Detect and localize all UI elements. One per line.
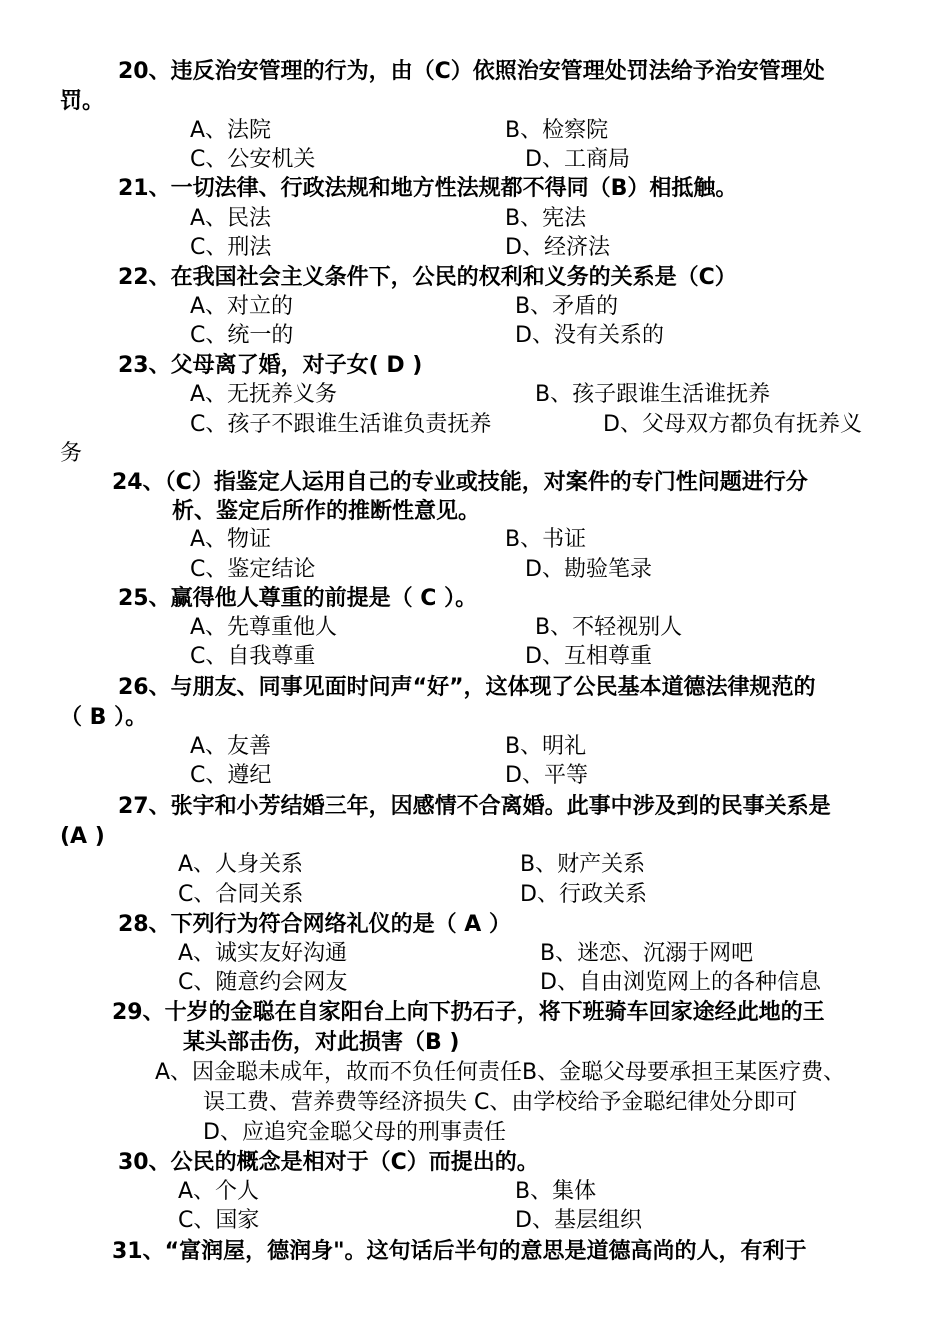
question-25-stem: 25、赢得他人尊重的前提是（ C ）。 bbox=[118, 586, 478, 611]
question-30-option-b: B、集体 bbox=[515, 1179, 597, 1204]
question-24-option-d: D、勘验笔录 bbox=[525, 557, 652, 582]
question-25-option-c: C、自我尊重 bbox=[190, 644, 316, 669]
question-23-option-d: D、父母双方都负有抚养义 bbox=[603, 412, 862, 437]
question-26-stem-line1: 26、与朋友、同事见面时问声“好”，这体现了公民基本道德法律规范的 bbox=[118, 675, 816, 700]
question-23-option-a: A、无抚养义务 bbox=[190, 382, 338, 407]
question-27-option-a: A、人身关系 bbox=[178, 852, 304, 877]
question-31-stem: 31、“富润屋，德润身"。这句话后半句的意思是道德高尚的人，有利于 bbox=[112, 1239, 807, 1264]
question-21-option-c: C、刑法 bbox=[190, 235, 272, 260]
question-20-stem-line2: 罚。 bbox=[60, 89, 105, 114]
question-26-option-c: C、遵纪 bbox=[190, 763, 272, 788]
question-27-option-d: D、行政关系 bbox=[520, 882, 647, 907]
question-21-option-d: D、经济法 bbox=[505, 235, 610, 260]
question-27-option-b: B、财产关系 bbox=[520, 852, 646, 877]
question-20-option-c: C、公安机关 bbox=[190, 147, 316, 172]
question-24-option-b: B、书证 bbox=[505, 527, 587, 552]
question-25-option-b: B、不轻视别人 bbox=[535, 615, 683, 640]
question-22-option-a: A、对立的 bbox=[190, 294, 294, 319]
question-20-stem-line1: 20、违反治安管理的行为，由（C）依照治安管理处罚法给予治安管理处 bbox=[118, 59, 825, 84]
question-20-option-a: A、法院 bbox=[190, 118, 272, 143]
question-29-option-d: D、应追究金聪父母的刑事责任 bbox=[203, 1120, 506, 1145]
question-25-option-d: D、互相尊重 bbox=[525, 644, 652, 669]
question-26-stem-line2: （ B ）。 bbox=[60, 705, 148, 730]
question-28-stem: 28、下列行为符合网络礼仪的是（ A ） bbox=[118, 912, 511, 937]
question-21-option-a: A、民法 bbox=[190, 206, 272, 231]
question-25-option-a: A、先尊重他人 bbox=[190, 615, 338, 640]
question-26-option-d: D、平等 bbox=[505, 763, 588, 788]
question-27-option-c: C、合同关系 bbox=[178, 882, 304, 907]
question-22-stem: 22、在我国社会主义条件下，公民的权利和义务的关系是（C） bbox=[118, 265, 737, 290]
question-22-option-b: B、矛盾的 bbox=[515, 294, 619, 319]
question-24-stem-line2: 析、鉴定后所作的推断性意见。 bbox=[172, 499, 481, 524]
question-29-stem-line2: 某头部击伤，对此损害（B ) bbox=[183, 1030, 460, 1055]
question-28-option-a: A、诚实友好沟通 bbox=[178, 941, 348, 966]
question-27-stem-line1: 27、张宇和小芳结婚三年，因感情不合离婚。此事中涉及到的民事关系是 bbox=[118, 794, 831, 819]
question-28-option-b: B、迷恋、沉溺于网吧 bbox=[540, 941, 754, 966]
question-28-option-d: D、自由浏览网上的各种信息 bbox=[540, 970, 821, 995]
question-23-stem: 23、父母离了婚，对子女( D ) bbox=[118, 353, 423, 378]
question-22-option-d: D、没有关系的 bbox=[515, 323, 664, 348]
question-29-options-line1: A、因金聪未成年，故而不负任何责任B、金聪父母要承担王某医疗费、 bbox=[155, 1060, 846, 1085]
question-23-option-d-wrap: 务 bbox=[60, 441, 83, 466]
question-29-options-line2: 误工费、营养费等经济损失 C、由学校给予金聪纪律处分即可 bbox=[203, 1090, 798, 1115]
question-29-stem-line1: 29、十岁的金聪在自家阳台上向下扔石子，将下班骑车回家途经此地的王 bbox=[112, 1000, 825, 1025]
question-21-option-b: B、宪法 bbox=[505, 206, 587, 231]
question-24-stem-line1: 24、（C）指鉴定人运用自己的专业或技能，对案件的专门性问题进行分 bbox=[112, 470, 808, 495]
question-30-option-a: A、个人 bbox=[178, 1179, 260, 1204]
question-20-option-b: B、检察院 bbox=[505, 118, 609, 143]
question-21-stem: 21、一切法律、行政法规和地方性法规都不得同（B）相抵触。 bbox=[118, 176, 738, 201]
question-30-stem: 30、公民的概念是相对于（C）而提出的。 bbox=[118, 1150, 539, 1175]
question-22-option-c: C、统一的 bbox=[190, 323, 294, 348]
question-28-option-c: C、随意约会网友 bbox=[178, 970, 348, 995]
question-30-option-d: D、基层组织 bbox=[515, 1208, 642, 1233]
question-27-stem-line2: (A ) bbox=[60, 824, 105, 849]
question-20-option-d: D、工商局 bbox=[525, 147, 630, 172]
question-24-option-c: C、鉴定结论 bbox=[190, 557, 316, 582]
question-26-option-b: B、明礼 bbox=[505, 734, 587, 759]
question-24-option-a: A、物证 bbox=[190, 527, 272, 552]
question-23-option-c: C、孩子不跟谁生活谁负责抚养 bbox=[190, 412, 492, 437]
question-26-option-a: A、友善 bbox=[190, 734, 272, 759]
question-23-option-b: B、孩子跟谁生活谁抚养 bbox=[535, 382, 771, 407]
question-30-option-c: C、国家 bbox=[178, 1208, 260, 1233]
